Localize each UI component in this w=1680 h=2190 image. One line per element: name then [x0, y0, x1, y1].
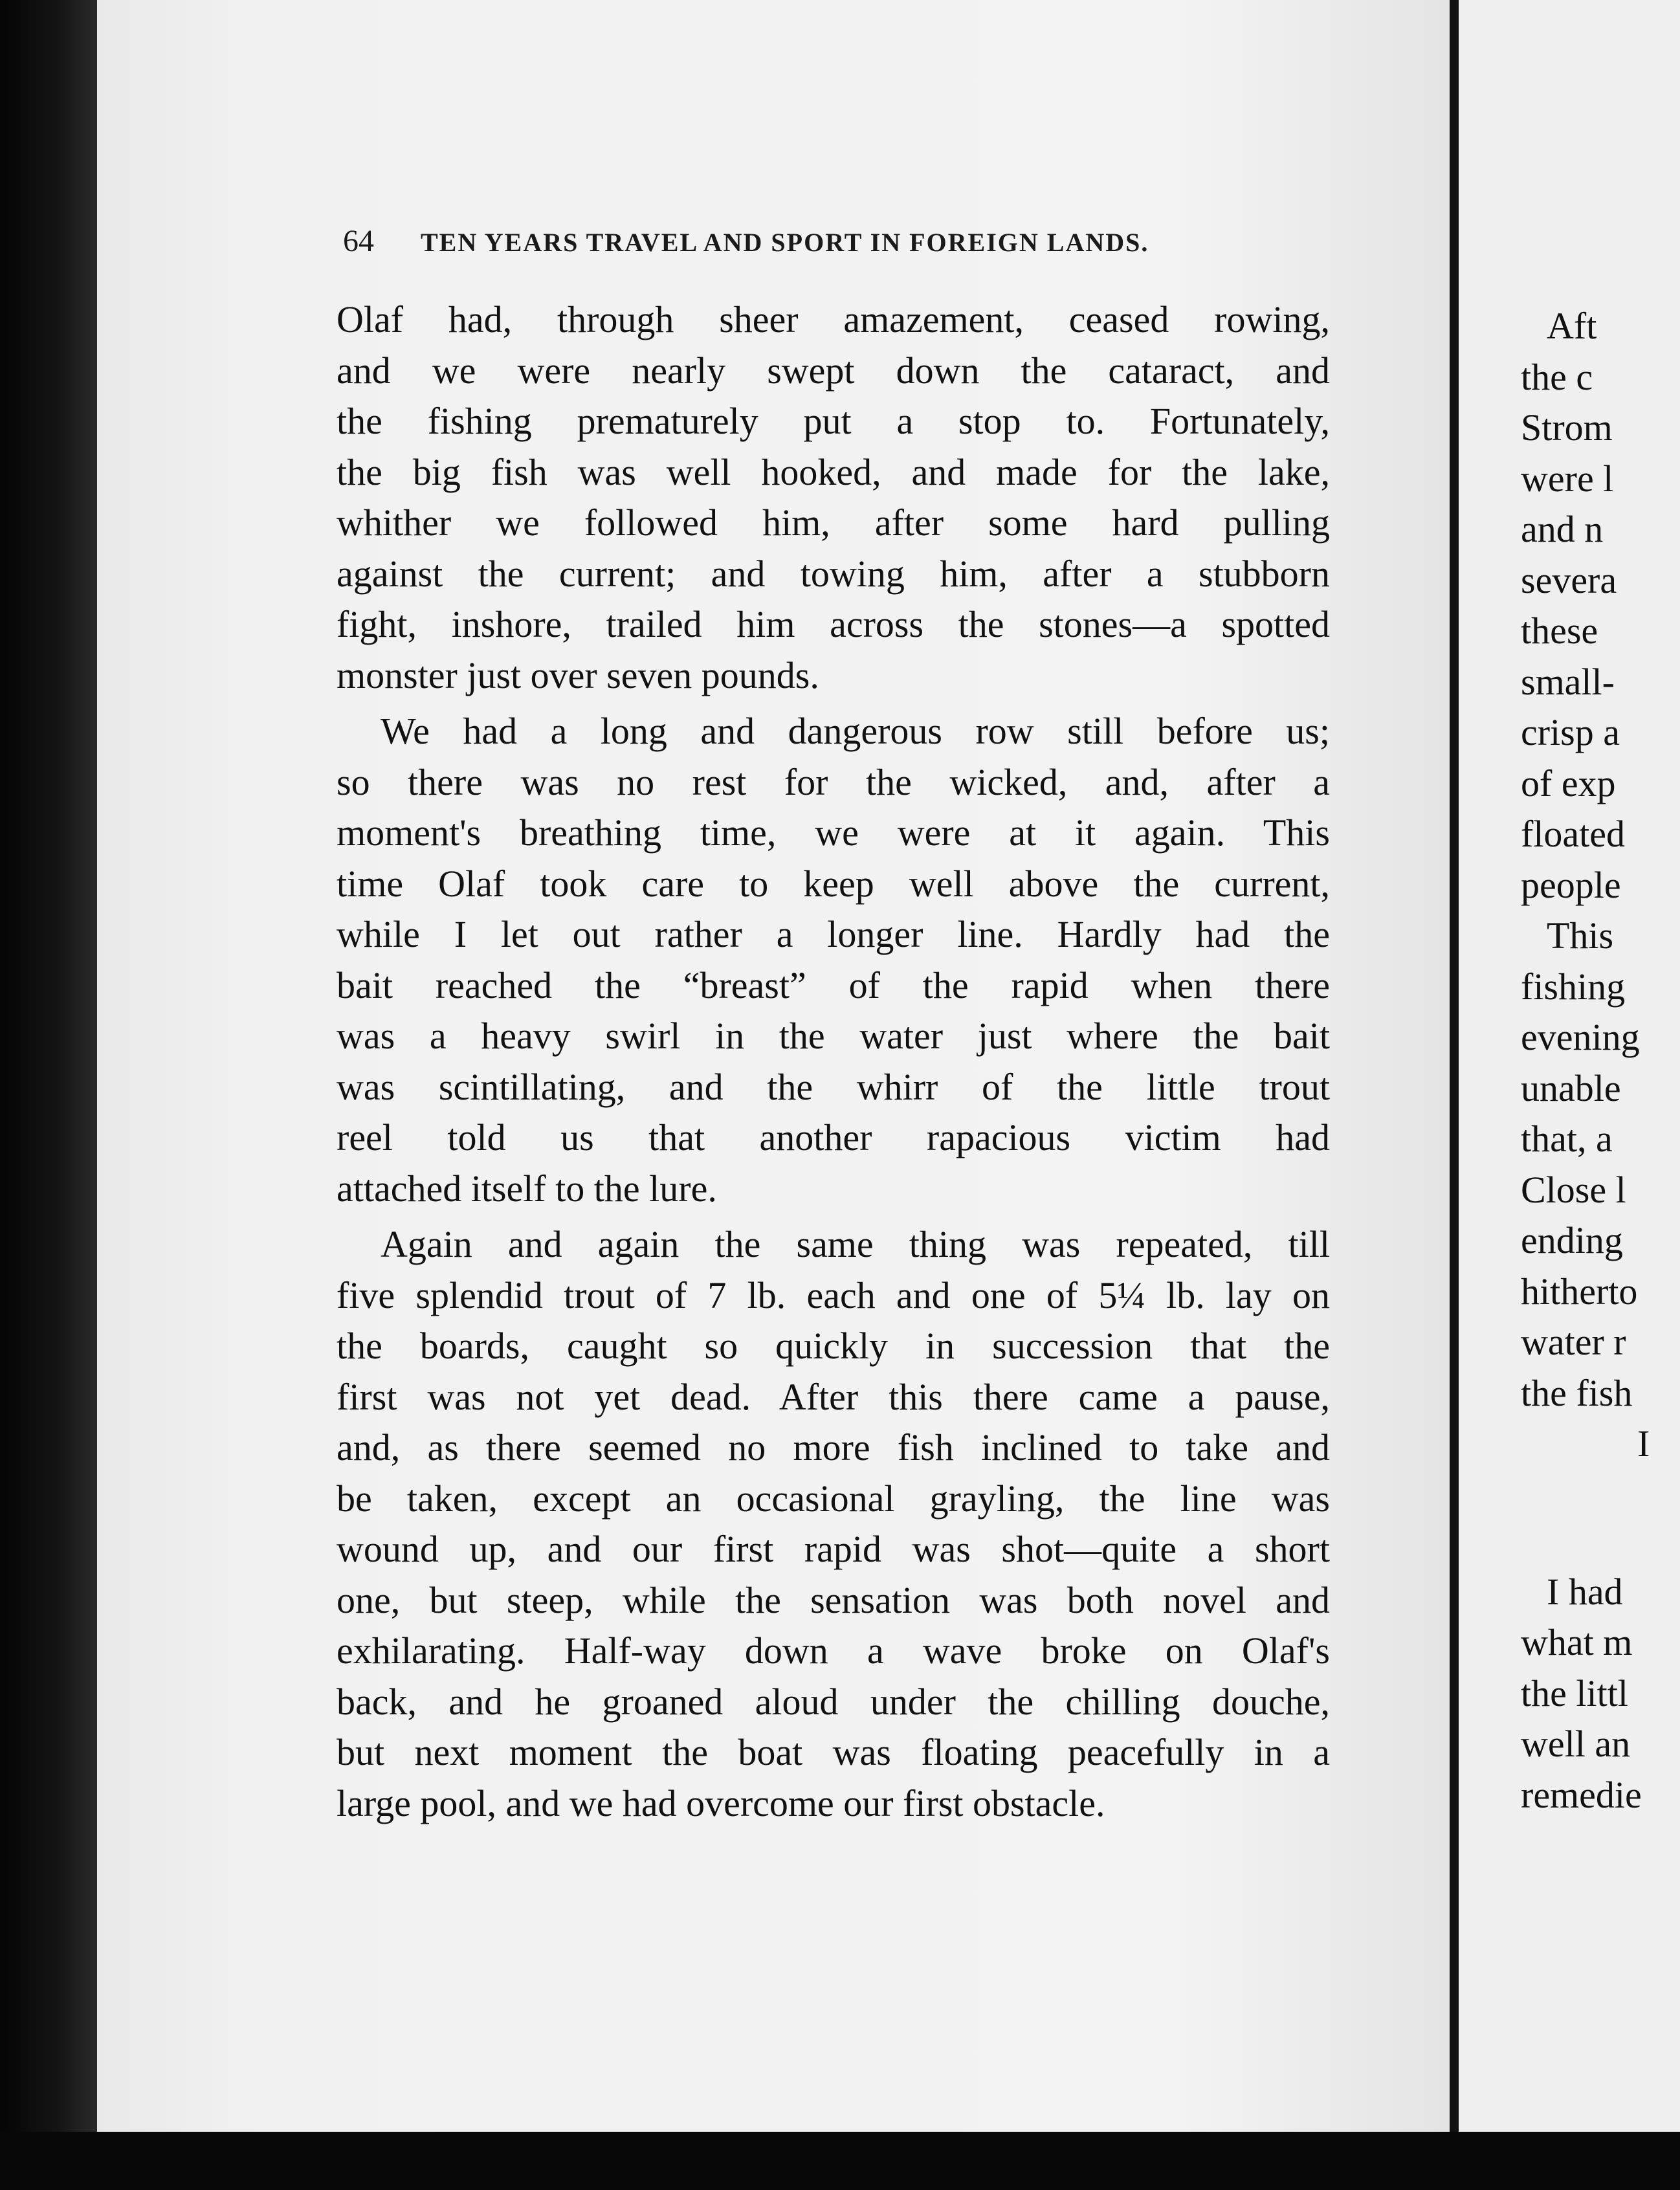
body-text [337, 294, 1330, 1834]
fragment-line: water r [1521, 1321, 1626, 1363]
running-head-title: TEN YEARS TRAVEL AND SPORT IN FOREIGN LANDS. [421, 228, 1149, 257]
fragment-line: hitherto [1521, 1270, 1638, 1312]
text-line: and we were nearly swept down the cataract, and [337, 349, 1330, 392]
paragraph [337, 1219, 1330, 1829]
fragment-line: well an [1521, 1723, 1631, 1765]
text-line: bait reached the “breast” of the rapid when there [337, 964, 1330, 1006]
text-line: large pool, and we had overcome our first obstacle. [337, 1782, 1105, 1824]
fragment-line: Strom [1521, 406, 1613, 448]
left-page [97, 0, 1450, 2132]
paragraph [337, 294, 1330, 701]
fragment-line: unable [1521, 1067, 1621, 1109]
text-line: Again and again the same thing was repeated, till [381, 1223, 1330, 1265]
fragment-line: ending [1521, 1219, 1623, 1261]
fragment-line: remedie [1521, 1773, 1642, 1816]
text-line: monster just over seven pounds. [337, 654, 819, 696]
fragment-line: people [1521, 863, 1621, 906]
text-line: one, but steep, while the sensation was both novel and [337, 1578, 1330, 1621]
text-line: wound up, and our first rapid was shot—quite a short [337, 1528, 1330, 1570]
text-line: was a heavy swirl in the water just where the bait [337, 1015, 1330, 1057]
running-head [343, 223, 1288, 259]
text-line: We had a long and dangerous row still before us; [381, 710, 1330, 752]
text-line: the boards, caught so quickly in succession that the [337, 1325, 1330, 1367]
text-line: so there was no rest for the wicked, and, after a [337, 760, 1330, 803]
text-line: moment's breathing time, we were at it again. This [337, 812, 1330, 854]
fragment-line: the littl [1521, 1672, 1628, 1714]
text-line: was scintillating, and the whirr of the little trout [337, 1065, 1330, 1108]
spacer [1521, 1470, 1680, 1567]
fragment-line: crisp a [1521, 711, 1620, 753]
right-page [1459, 0, 1680, 2132]
fragment-line: small- [1521, 660, 1615, 703]
text-line: while I let out rather a longer line. Hardly had the [337, 913, 1330, 955]
fragment-line: evening [1521, 1016, 1640, 1058]
fragment-line: the fish [1521, 1371, 1633, 1414]
fragment-line: these [1521, 610, 1598, 652]
fragment-line: the c [1521, 355, 1593, 398]
text-line: Olaf had, through sheer amazement, ceased rowing, [337, 298, 1330, 340]
text-line: be taken, except an occasional grayling, the line was [337, 1477, 1330, 1520]
text-line: first was not yet dead. After this there came a pause, [337, 1375, 1330, 1418]
fragment-line: what m [1521, 1621, 1633, 1663]
fragment-line: I [1637, 1422, 1650, 1465]
fragment-line: fishing [1521, 965, 1626, 1008]
text-line: reel told us that another rapacious victim had [337, 1116, 1330, 1158]
page-number: 64 [343, 224, 374, 258]
text-line: whither we followed him, after some hard pulling [337, 502, 1330, 544]
text-line: back, and he groaned aloud under the chilling douche, [337, 1680, 1330, 1723]
text-line: the fishing prematurely put a stop to. Fortunately, [337, 400, 1330, 442]
text-line: against the current; and towing him, after a stubborn [337, 552, 1330, 595]
right-page-text-fragment [1521, 301, 1680, 1820]
text-line: and, as there seemed no more fish inclined to take and [337, 1426, 1330, 1468]
fragment-line: that, a [1521, 1118, 1613, 1160]
paragraph [337, 706, 1330, 1214]
text-line: exhilarating. Half-way down a wave broke on Olaf's [337, 1630, 1330, 1672]
text-line: attached itself to the lure. [337, 1167, 717, 1210]
text-line: five splendid trout of 7 lb. each and one of 5¼ lb. lay on [337, 1274, 1330, 1316]
fragment-line: floated [1521, 813, 1626, 855]
fragment-line: Aft [1547, 305, 1597, 347]
text-line: fight, inshore, trailed him across the stones—a spotted [337, 603, 1330, 645]
fragment-line: This [1547, 914, 1614, 957]
page-gutter [1450, 0, 1459, 2132]
fragment-line: Close l [1521, 1168, 1626, 1211]
text-line: the big fish was well hooked, and made for the lake, [337, 450, 1330, 493]
text-line: time Olaf took care to keep well above the current, [337, 862, 1330, 905]
fragment-line: were l [1521, 457, 1614, 500]
text-line: but next moment the boat was floating peacefully in a [337, 1731, 1330, 1773]
bottom-edge [0, 2132, 1680, 2190]
fragment-line: I had [1547, 1570, 1623, 1613]
fragment-line: and n [1521, 508, 1604, 550]
fragment-line: severa [1521, 559, 1617, 601]
binding-edge [0, 0, 97, 2190]
fragment-line: of exp [1521, 762, 1616, 804]
